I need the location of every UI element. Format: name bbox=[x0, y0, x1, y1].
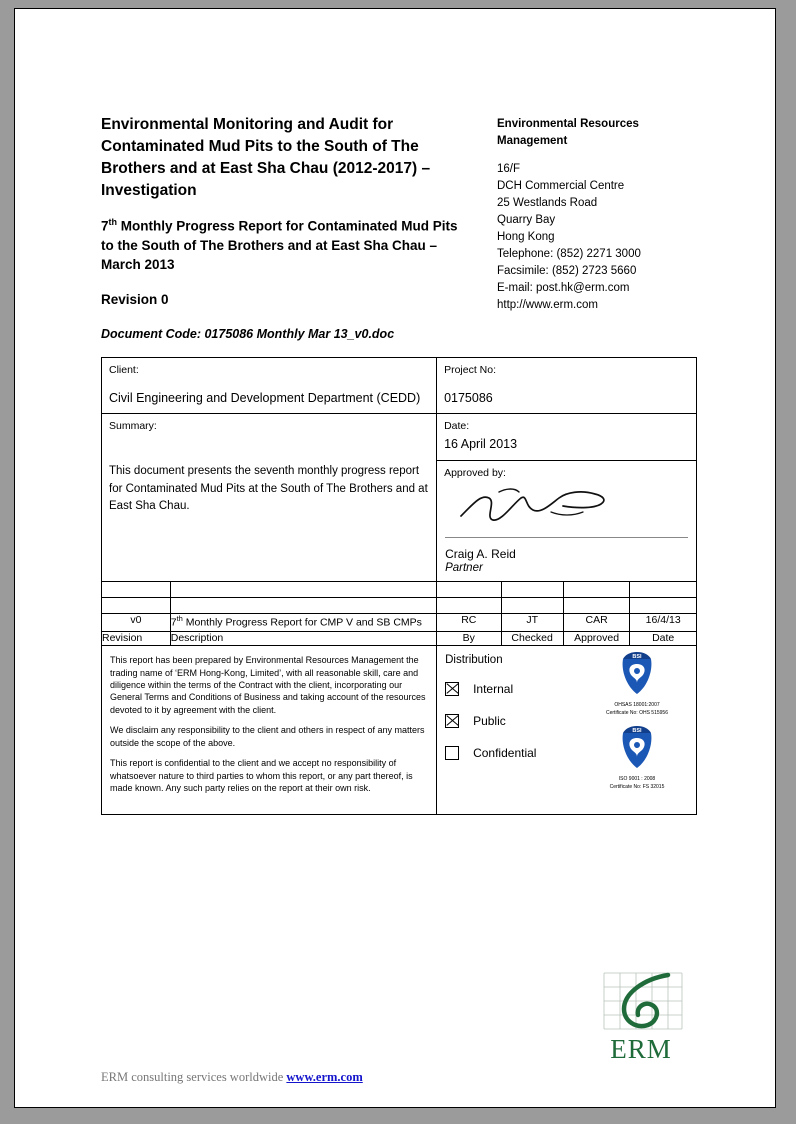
project-no-inner bbox=[437, 358, 696, 413]
header-approved: Approved bbox=[563, 631, 630, 646]
description-prefix: 7 bbox=[170, 616, 177, 629]
date-cell bbox=[437, 413, 697, 460]
disclaimer-cell bbox=[102, 646, 437, 815]
certification-line2: Certificate No: OHS 515956 bbox=[606, 710, 668, 716]
address-line: DCH Commercial Centre bbox=[497, 180, 625, 193]
summary-value: This document presents the seventh monthly progress report for Contaminated Mud Pits at the South of The Brothers and at East Sha Chau. bbox=[109, 465, 428, 512]
project-no-cell bbox=[437, 357, 697, 413]
footer bbox=[101, 1070, 363, 1085]
revision-label: Revision 0 bbox=[101, 291, 169, 307]
revision-approved: CAR bbox=[563, 614, 630, 631]
summary-row bbox=[102, 413, 697, 460]
client-value: Civil Engineering and Development Department (CEDD) bbox=[109, 390, 421, 405]
revision-blank-row bbox=[102, 598, 697, 614]
website-line: http://www.erm.com bbox=[497, 299, 598, 312]
erm-wordmark: ERM bbox=[610, 1034, 672, 1064]
distribution-label: Public bbox=[473, 714, 506, 729]
revision-checked: JT bbox=[501, 614, 563, 631]
certification-badge-iso bbox=[588, 724, 686, 791]
svg-text:BSI: BSI bbox=[632, 728, 642, 735]
disclaimer-row bbox=[102, 646, 697, 815]
revision-description bbox=[170, 614, 436, 631]
client-row bbox=[102, 357, 697, 413]
blank-cell bbox=[630, 582, 697, 598]
checkbox-internal[interactable] bbox=[445, 682, 459, 696]
certification-line1: ISO 9001 : 2008 bbox=[618, 776, 656, 783]
revision-header-row bbox=[102, 631, 697, 646]
blank-cell bbox=[170, 582, 436, 598]
revision-date: 16/4/13 bbox=[630, 614, 697, 631]
subtitle-ordinal: th bbox=[108, 217, 118, 227]
description-ordinal: th bbox=[176, 614, 183, 624]
blank-cell bbox=[563, 598, 630, 614]
project-no-value: 0175086 bbox=[444, 390, 493, 405]
blank-cell bbox=[437, 598, 501, 614]
disclaimer-paragraph: We disclaim any responsibility to the client and others in respect of any matters outside the scope of the above. bbox=[110, 725, 425, 748]
blank-cell bbox=[563, 582, 630, 598]
facsimile-line: Facsimile: (852) 2723 5660 bbox=[497, 265, 637, 278]
approved-by-cell bbox=[437, 460, 697, 579]
email-line: E-mail: post.hk@erm.com bbox=[497, 282, 630, 295]
disclaimer-paragraph: This report is confidential to the client and we accept no responsibility of whatsoever nature to third parties to whom this report, or any part thereof, is made known. Any such party relies on the report at their own risk. bbox=[110, 758, 413, 793]
address-line: 16/F bbox=[497, 163, 521, 176]
address-line: Quarry Bay bbox=[497, 214, 556, 227]
subtitle-prefix: 7 bbox=[101, 218, 109, 234]
distribution-label: Confidential bbox=[473, 746, 537, 761]
company-name: Environmental Resources Management bbox=[497, 118, 639, 147]
footer-text: ERM consulting services worldwide bbox=[101, 1070, 287, 1084]
client-cell bbox=[102, 357, 437, 413]
project-no-label: Project No: bbox=[444, 363, 497, 376]
approved-by-inner bbox=[437, 461, 696, 481]
approver-name: Craig A. Reid bbox=[445, 547, 516, 562]
checkbox-public[interactable] bbox=[445, 714, 459, 728]
subtitle-rest: Monthly Progress Report for Contaminated Mud Pits to the South of The Brothers and at East Sha Chau – March 2013 bbox=[101, 218, 458, 272]
description-rest: Monthly Progress Report for CMP V and SB CMPs bbox=[182, 616, 422, 629]
revision-blank-row bbox=[102, 582, 697, 598]
client-cell-inner bbox=[102, 358, 436, 413]
blank-cell bbox=[102, 582, 171, 598]
summary-label: Summary: bbox=[109, 419, 157, 432]
revision-by: RC bbox=[437, 614, 501, 631]
blank-cell bbox=[630, 598, 697, 614]
blank-cell bbox=[501, 598, 563, 614]
company-column bbox=[497, 114, 697, 314]
telephone-line: Telephone: (852) 2271 3000 bbox=[497, 248, 641, 261]
erm-logo bbox=[595, 971, 687, 1065]
bsi-kitemark-icon bbox=[614, 724, 660, 770]
distribution-cell bbox=[437, 646, 697, 815]
document-page bbox=[14, 8, 776, 1108]
distribution-label: Internal bbox=[473, 682, 514, 697]
header-revision: Revision bbox=[102, 631, 171, 646]
document-info-table bbox=[101, 357, 697, 815]
signature-area bbox=[437, 480, 696, 540]
erm-website-link[interactable]: www.erm.com bbox=[286, 1070, 363, 1084]
page-content bbox=[101, 114, 697, 815]
certification-line2: Certificate No: FS 32015 bbox=[609, 784, 665, 790]
title-column bbox=[101, 114, 461, 357]
svg-text:BSI: BSI bbox=[632, 654, 642, 661]
disclaimer-text bbox=[102, 646, 436, 804]
header-description: Description bbox=[170, 631, 436, 646]
date-inner bbox=[437, 414, 696, 460]
erm-leaf-icon bbox=[598, 971, 684, 1033]
certification-line1: OHSAS 18001:2007 bbox=[614, 702, 660, 709]
bsi-kitemark-icon bbox=[614, 650, 660, 696]
signature-icon bbox=[455, 482, 615, 534]
blank-cell bbox=[170, 598, 436, 614]
date-label: Date: bbox=[444, 419, 470, 432]
address-line: 25 Westlands Road bbox=[497, 197, 598, 210]
disclaimer-paragraph: This report has been prepared by Environmental Resources Management the trading name of ‘ERM Hong-Kong, Limited’, with all reasonable skill, care and diligence within the terms of the Contract with the client, incorporating our General Terms and Conditions of Business and taking account of the resources devoted to it by agreement with the client. bbox=[110, 655, 426, 715]
distribution-title: Distribution bbox=[445, 654, 503, 667]
page-title: Environmental Monitoring and Audit for Contaminated Mud Pits to the South of The Brothers and at East Sha Chau (2012-2017) – Investigation bbox=[101, 116, 431, 199]
header-by: By bbox=[437, 631, 501, 646]
blank-cell bbox=[102, 598, 171, 614]
distribution-panel bbox=[437, 646, 696, 814]
checkbox-confidential[interactable] bbox=[445, 746, 459, 760]
blank-cell bbox=[437, 582, 501, 598]
approved-by-label: Approved by: bbox=[444, 466, 506, 479]
blank-cell bbox=[501, 582, 563, 598]
revision-version: v0 bbox=[102, 614, 171, 631]
client-label: Client: bbox=[109, 363, 139, 376]
document-code: Document Code: 0175086 Monthly Mar 13_v0.doc bbox=[101, 326, 395, 341]
header-checked: Checked bbox=[501, 631, 563, 646]
summary-label-wrap bbox=[102, 414, 436, 434]
summary-cell bbox=[102, 413, 437, 582]
approver-role: Partner bbox=[445, 562, 483, 575]
certification-badge-ohsas bbox=[588, 650, 686, 717]
document-header bbox=[101, 114, 697, 357]
address-line: Hong Kong bbox=[497, 231, 555, 244]
header-date: Date bbox=[630, 631, 697, 646]
table-row bbox=[102, 614, 697, 631]
document-subtitle bbox=[101, 216, 461, 274]
signature-rule bbox=[445, 537, 688, 538]
date-value: 16 April 2013 bbox=[444, 437, 518, 452]
